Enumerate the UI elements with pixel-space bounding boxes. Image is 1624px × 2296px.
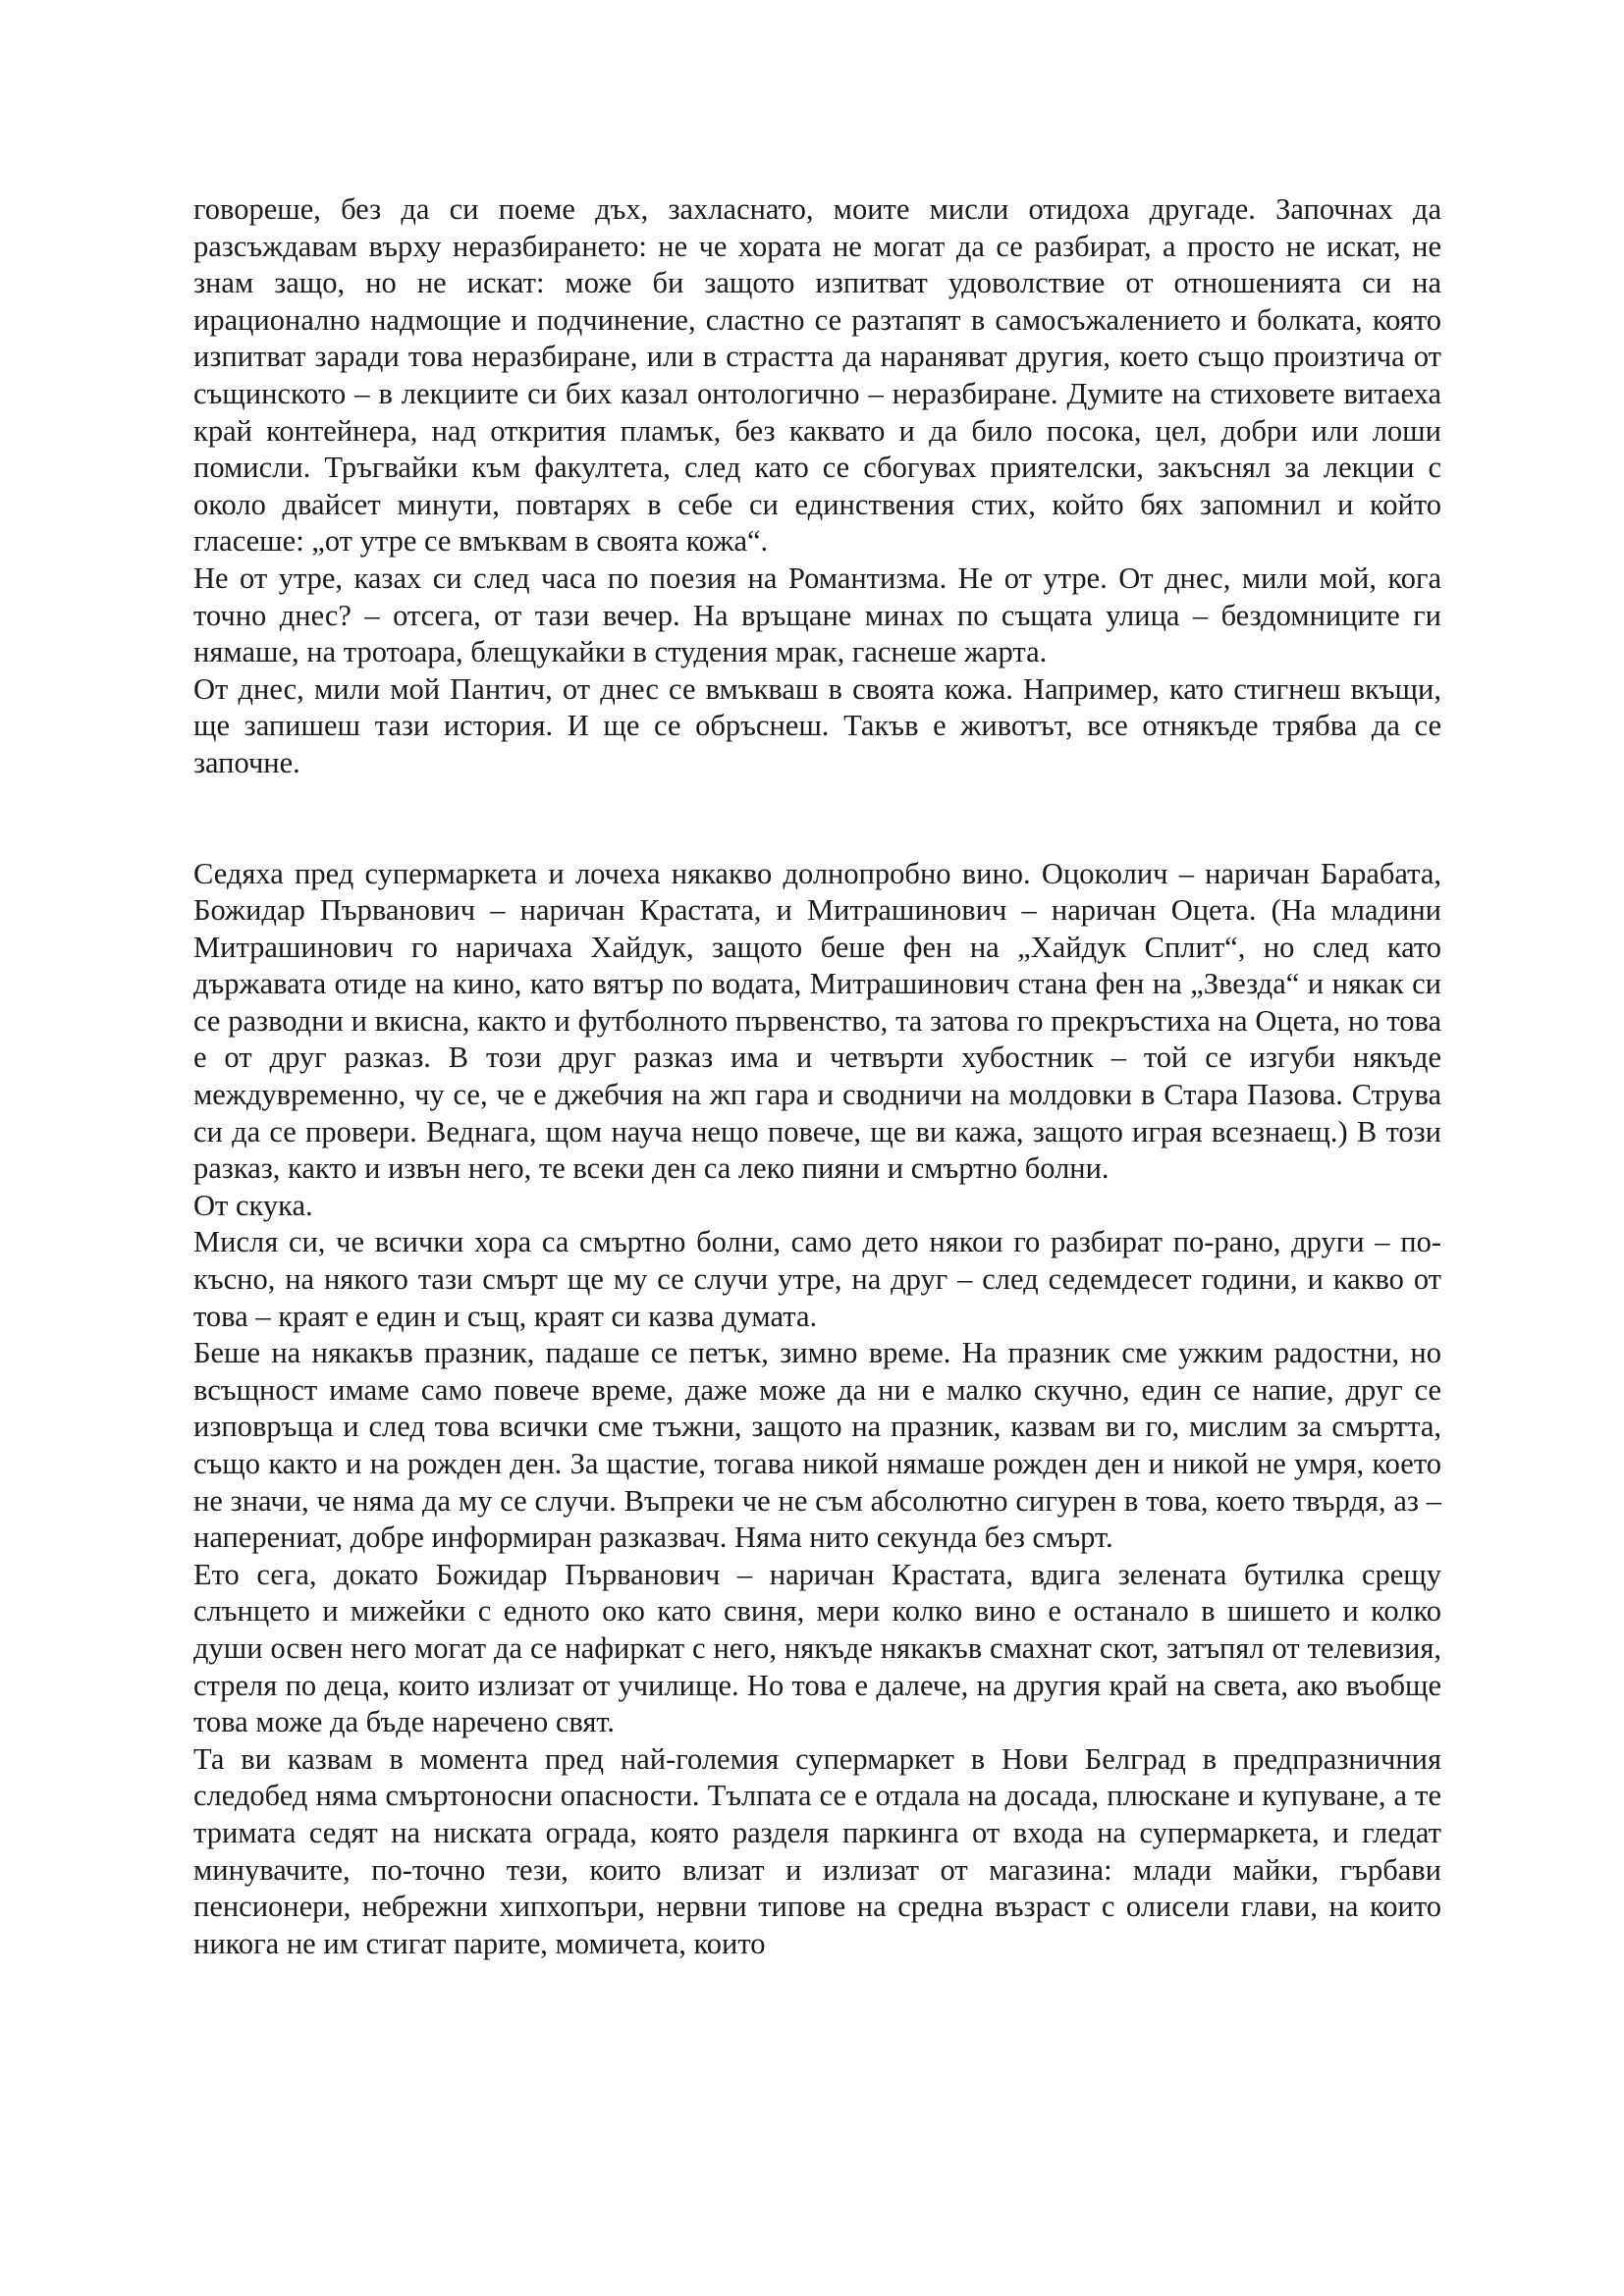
paragraph: говореше, без да си поеме дъх, захласнато, моите мисли отидоха другаде. Започнах да разсъждавам върху неразбирането: не че хората не могат да се разбират, а просто не искат, не знам защо, но не искат: може би защото изпитват удоволствие от отношенията си на ирационално надмощие и подчинение, сластно се разтапят в самосъжалението и болката, която изпитват заради това неразбиране, или в страстта да нараняват другия, което също произтича от същинското – в лекциите си бих казал онтологично – неразбиране. Думите на стиховете витаеха край контейнера, над открития пламък, без каквато и да било посока, цел, добри или лоши помисли. Тръгвайки към факултета, след като се сбогувах приятелски, закъснял за лекции с около двайсет минути, повтарях в себе си единствения стих, който бях запомнил и който гласеше: „от утре се вмъквам в своята кожа“. xyxy=(193,192,1441,559)
page-body-text xyxy=(193,191,1441,1962)
section-break xyxy=(193,782,1441,856)
paragraph: От скука. xyxy=(193,1188,313,1222)
paragraph: Беше на някакъв празник, падаше се петък, зимно време. На празник сме ужким радостни, но всъщност имаме само повече време, даже може да ни е малко скучно, един се напие, друг се изповръща и след това всички сме тъжни, защото на празник, казвам ви го, мислим за смъртта, също както и на рожден ден. За щастие, тогава никой нямаше рожден ден и никой не умря, което не значи, че няма да му се случи. Въпреки че не съм абсолютно сигурен в това, което твърдя, аз – наперениат, добре информиран разказвач. Няма нито секунда без смърт. xyxy=(193,1336,1441,1555)
paragraph: Та ви казвам в момента пред най-големия супермаркет в Нови Белград в предпразничния следобед няма смъртоносни опасности. Тълпата се е отдала на досада, плюскане и купуване, а те тримата седят на ниската ограда, която разделя паркинга от входа на супермаркета, и гледат минувачите, по-точно тези, които влизат и излизат от магазина: млади майки, гърбави пенсионери, небрежни хипхопъри, нервни типове на средна възраст с олисели глави, на които никога не им стигат парите, момичета, които xyxy=(193,1741,1441,1960)
paragraph: Ето сега, докато Божидар Първанович – наричан Крастата, вдига зелената бутилка срещу слънцето и мижейки с едното око като свиня, мери колко вино е останало в шишето и колко души освен него могат да се нафиркат с него, някъде някакъв смахнат скот, затъпял от телевизия, стреля по деца, които излизат от училище. Но това е далече, на другия край на света, ако въобще това може да бъде наречено свят. xyxy=(193,1557,1441,1739)
paragraph: Седяха пред супермаркета и лочеха някакво долнопробно вино. Оцоколич – наричан Барабата, Божидар Първанович – наричан Крастата, и Митрашинович – наричан Оцета. (На младини Митрашинович го наричаха Хайдук, защото беше фен на „Хайдук Сплит“, но след като държавата отиде на кино, като вятър по водата, Митрашинович стана фен на „Звезда“ и някак си се разводни и вкисна, както и футболното първенство, та затова го прекръстиха на Оцета, но това е от друг разказ. В този друг разказ има и четвърти хубостник – той се изгуби някъде междувременно, чу се, че е джебчия на жп гара и сводничи на молдовки в Стара Пазова. Струва си да се провери. Веднага, щом науча нещо повече, ще ви кажа, защото играя всезнаещ.) В този разказ, както и извън него, те всеки ден са леко пияни и смъртно болни. xyxy=(193,856,1441,1186)
paragraph: Не от утре, казах си след часа по поезия на Романтизма. Не от утре. От днес, мили мой, кога точно днес? – отсега, от тази вечер. На връщане минах по същата улица – бездомниците ги нямаше, на тротоара, блещукайки в студения мрак, гаснеше жарта. xyxy=(193,561,1441,669)
paragraph: От днес, мили мой Пантич, от днес се вмъкваш в своята кожа. Например, като стигнеш вкъщи, ще запишеш тази история. И ще се обръснеш. Такъв е животът, все отнякъде трябва да се започне. xyxy=(193,671,1441,779)
paragraph: Мисля си, че всички хора са смъртно болни, само дето някои го разбират по-рано, други – по-късно, на някого тази смърт ще му се случи утре, на друг – след седемдесет години, и какво от това – краят е един и същ, краят си казва думата. xyxy=(193,1225,1441,1333)
